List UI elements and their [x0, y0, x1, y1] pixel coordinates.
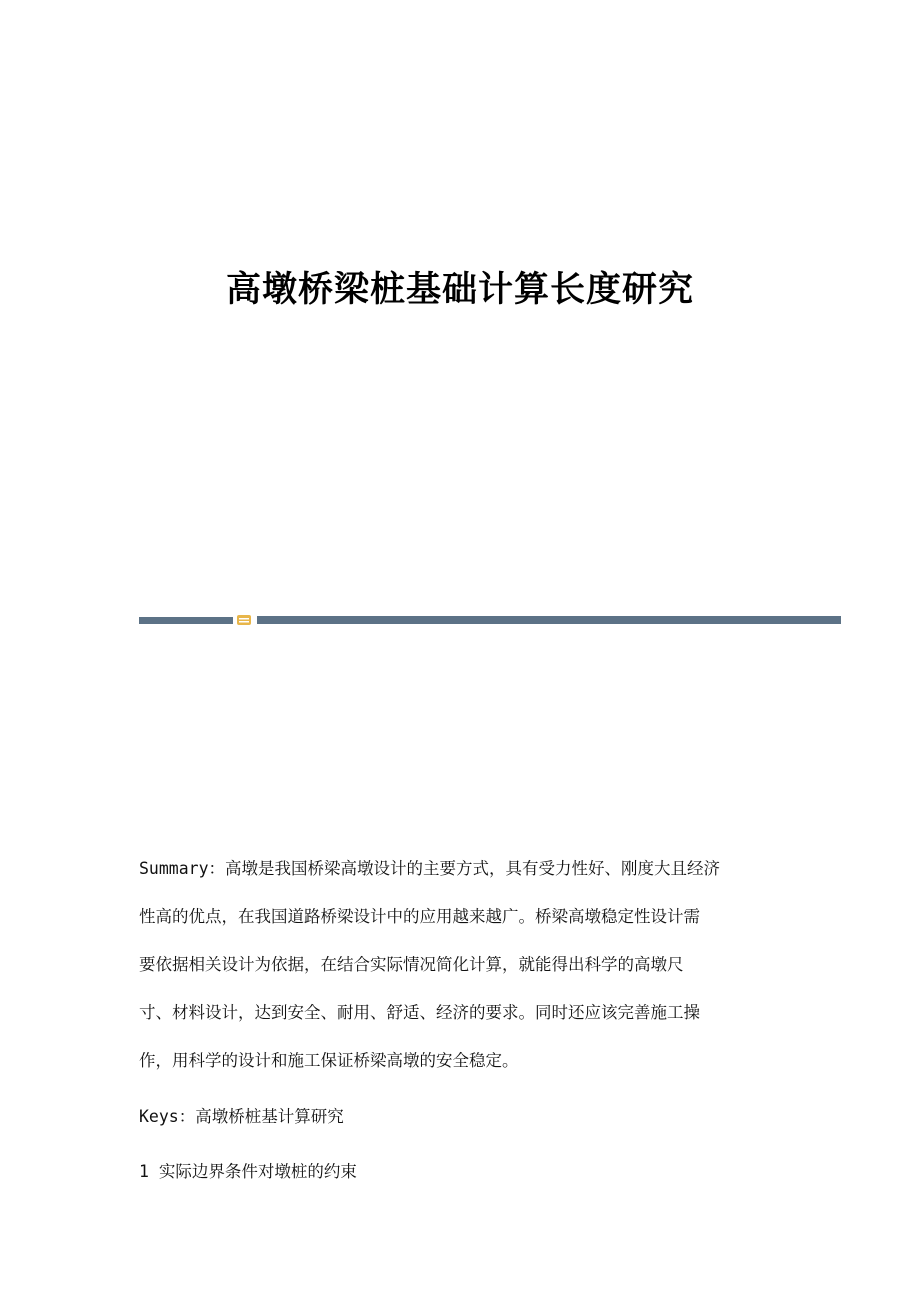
divider-bar-left [139, 617, 233, 624]
page-title: 高墩桥梁桩基础计算长度研究 [225, 269, 694, 310]
summary-line-1: Summary：高墩是我国桥梁高墩设计的主要方式，具有受力性好、刚度大且经济 [139, 859, 721, 878]
summary-line-2: 性高的优点，在我国道路桥梁设计中的应用越来越广。桥梁高墩稳定性设计需 [139, 907, 700, 926]
divider-bar-right [257, 616, 841, 624]
keywords-line: Keys：高墩桥桩基计算研究 [139, 1107, 344, 1126]
summary-line-3: 要依据相关设计为依据，在结合实际情况简化计算，就能得出科学的高墩尺 [139, 955, 684, 974]
title-divider [139, 614, 841, 626]
section-heading: 1 实际边界条件对墩桩的约束 [139, 1162, 357, 1181]
summary-line-5: 作，用科学的设计和施工保证桥梁高墩的安全稳定。 [139, 1051, 519, 1070]
summary-line-4: 寸、材料设计，达到安全、耐用、舒适、经济的要求。同时还应该完善施工操 [139, 1003, 700, 1022]
divider-ornament-icon [236, 614, 252, 626]
